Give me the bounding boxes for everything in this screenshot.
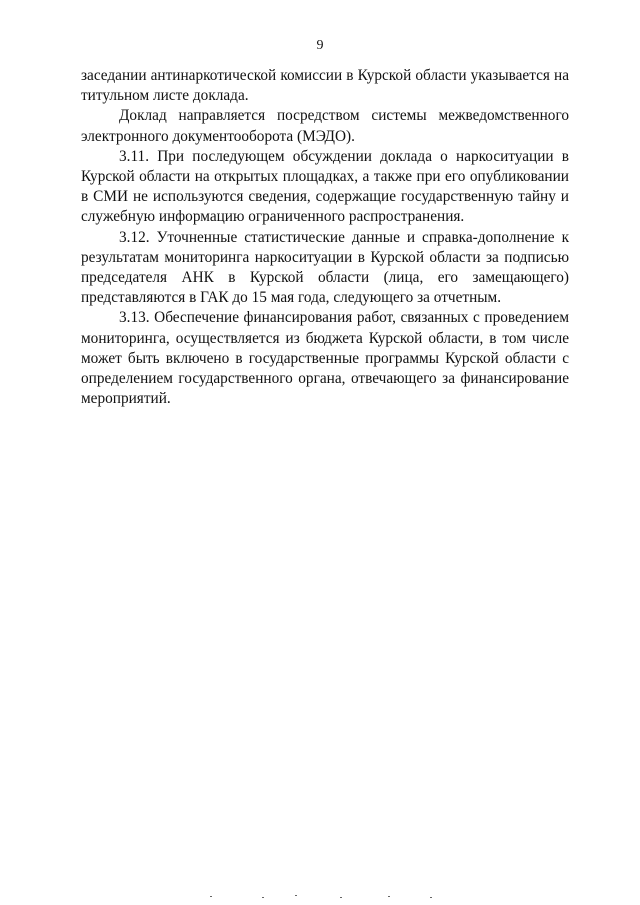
page-number: 9 — [316, 38, 324, 53]
paragraph-medo-delivery: Доклад направляется посредством системы межведомственного электронного документооборота (МЭДО). — [81, 107, 569, 145]
scan-artifact — [200, 895, 460, 899]
paragraph-continuation: заседании антинаркотической комиссии в Курской области указывается на титульном листе доклада. — [81, 67, 569, 105]
paragraph-3-13: 3.13. Обеспечение финансирования работ, связанных с проведением мониторинга, осуществляется из бюджета Курской области, в том числе может быть включено в государственные программы Курской области с определением государственного органа, отвечающего за финансирование мероприятий. — [81, 309, 569, 408]
paragraph-3-12: 3.12. Уточненные статистические данные и справка-дополнение к результатам мониторинга наркоситуации в Курской области за подписью председателя АНК в Курской области (лица, его замещающего) представляются в ГАК до 15 мая года, следующего за отчетным. — [81, 228, 569, 307]
paragraph-3-11: 3.11. При последующем обсуждении доклада о наркоситуации в Курской области на открытых площадках, а также при его опубликовании в СМИ не используются сведения, содержащие государственную тайну и служебную информацию ограниченного распространения. — [81, 147, 569, 226]
document-body — [81, 66, 569, 409]
